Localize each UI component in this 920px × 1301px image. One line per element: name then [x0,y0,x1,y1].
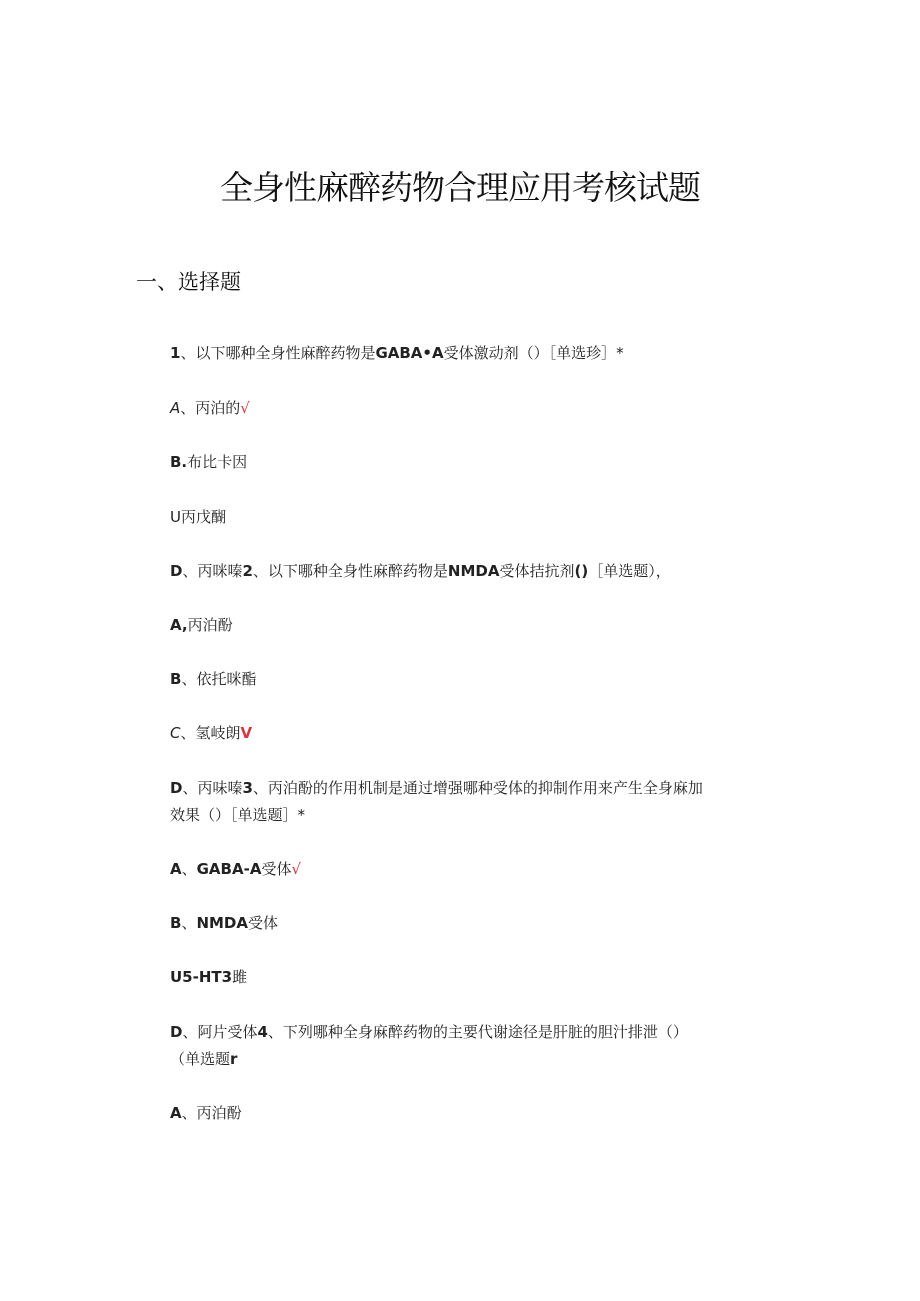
option-letter: B [170,914,182,932]
question-text: 受体激动剂（）［单选珍］* [443,344,624,362]
check-mark-icon: √ [240,399,250,417]
question-3-continuation [170,804,305,825]
option-letter: B. [170,453,188,471]
question-text: 、丙泊酚的作用机制是通过增强哪种受体的抑制作用来产生全身麻加 [252,779,703,797]
question-text: （单选题 [170,1050,231,1068]
option-text: 、氢岐朗 [180,724,241,742]
option-letter: D [170,562,183,580]
option-letter: C [170,724,181,742]
option-term: NMDA [196,914,248,932]
page-title: 全身性麻醉药物合理应用考核试题 [220,168,700,207]
question-term: GABA•A [375,344,444,362]
option-term: U5-HT3 [170,968,233,986]
option-b [170,912,278,933]
option-b [170,668,256,689]
option-letter: A [170,1104,182,1122]
question-number: 4 [257,1023,268,1041]
option-text: 雎 [232,968,248,986]
option-letter: B [170,670,182,688]
question-4-continuation [170,1048,237,1069]
option-text: 、 [181,914,197,932]
option-a [170,858,301,879]
question-number: 2 [242,562,253,580]
section-heading: 一、选择题 [136,270,241,294]
option-a [170,1102,242,1123]
question-text: 效果（）［单选题］* [170,806,306,824]
question-mark: r [230,1050,238,1068]
option-text: 、丙味嗪 [182,779,243,797]
option-text: U丙戊醐 [170,508,226,526]
question-paren: () [574,562,589,580]
option-letter: D [170,1023,183,1041]
option-text: 、丙咪嗪 [182,562,243,580]
question-text: 受体拮抗剂 [499,562,575,580]
check-mark-icon: V [240,724,253,742]
option-text: 、依托咪酯 [181,670,257,688]
option-c [170,966,247,987]
question-3 [170,777,703,798]
question-number: 3 [242,779,253,797]
option-a [170,397,250,418]
option-b [170,451,247,472]
option-text: 丙泊酚 [187,616,233,634]
option-text: 、阿片受体 [182,1023,258,1041]
check-mark-icon: √ [291,860,302,878]
option-text: 受体 [248,914,279,932]
option-text: 布比卡因 [187,453,248,471]
option-letter: A, [170,616,188,634]
question-text: 、下列哪种全身麻醉药物的主要代谢途径是肝脏的胆汁排泄（） [267,1023,688,1041]
option-letter: A [170,399,181,417]
option-c [170,722,252,743]
option-text: 受体 [261,860,292,878]
question-text: 、以下哪种全身性麻醉药物是 [180,344,376,362]
question-text: ［单选题）， [588,562,671,580]
option-text: 、丙泊的 [180,399,241,417]
option-letter: D [170,779,183,797]
question-4 [170,1021,688,1042]
question-term: NMDA [447,562,500,580]
question-number: 1 [170,344,181,362]
question-text: 、以下哪种全身性麻醉药物是 [252,562,448,580]
option-term: GABA-A [196,860,262,878]
option-c [170,506,226,527]
option-text: 、丙泊酚 [181,1104,242,1122]
question-2 [170,560,671,581]
option-text: 、 [181,860,197,878]
option-letter: A [170,860,182,878]
question-1 [170,342,624,363]
option-a [170,614,233,635]
